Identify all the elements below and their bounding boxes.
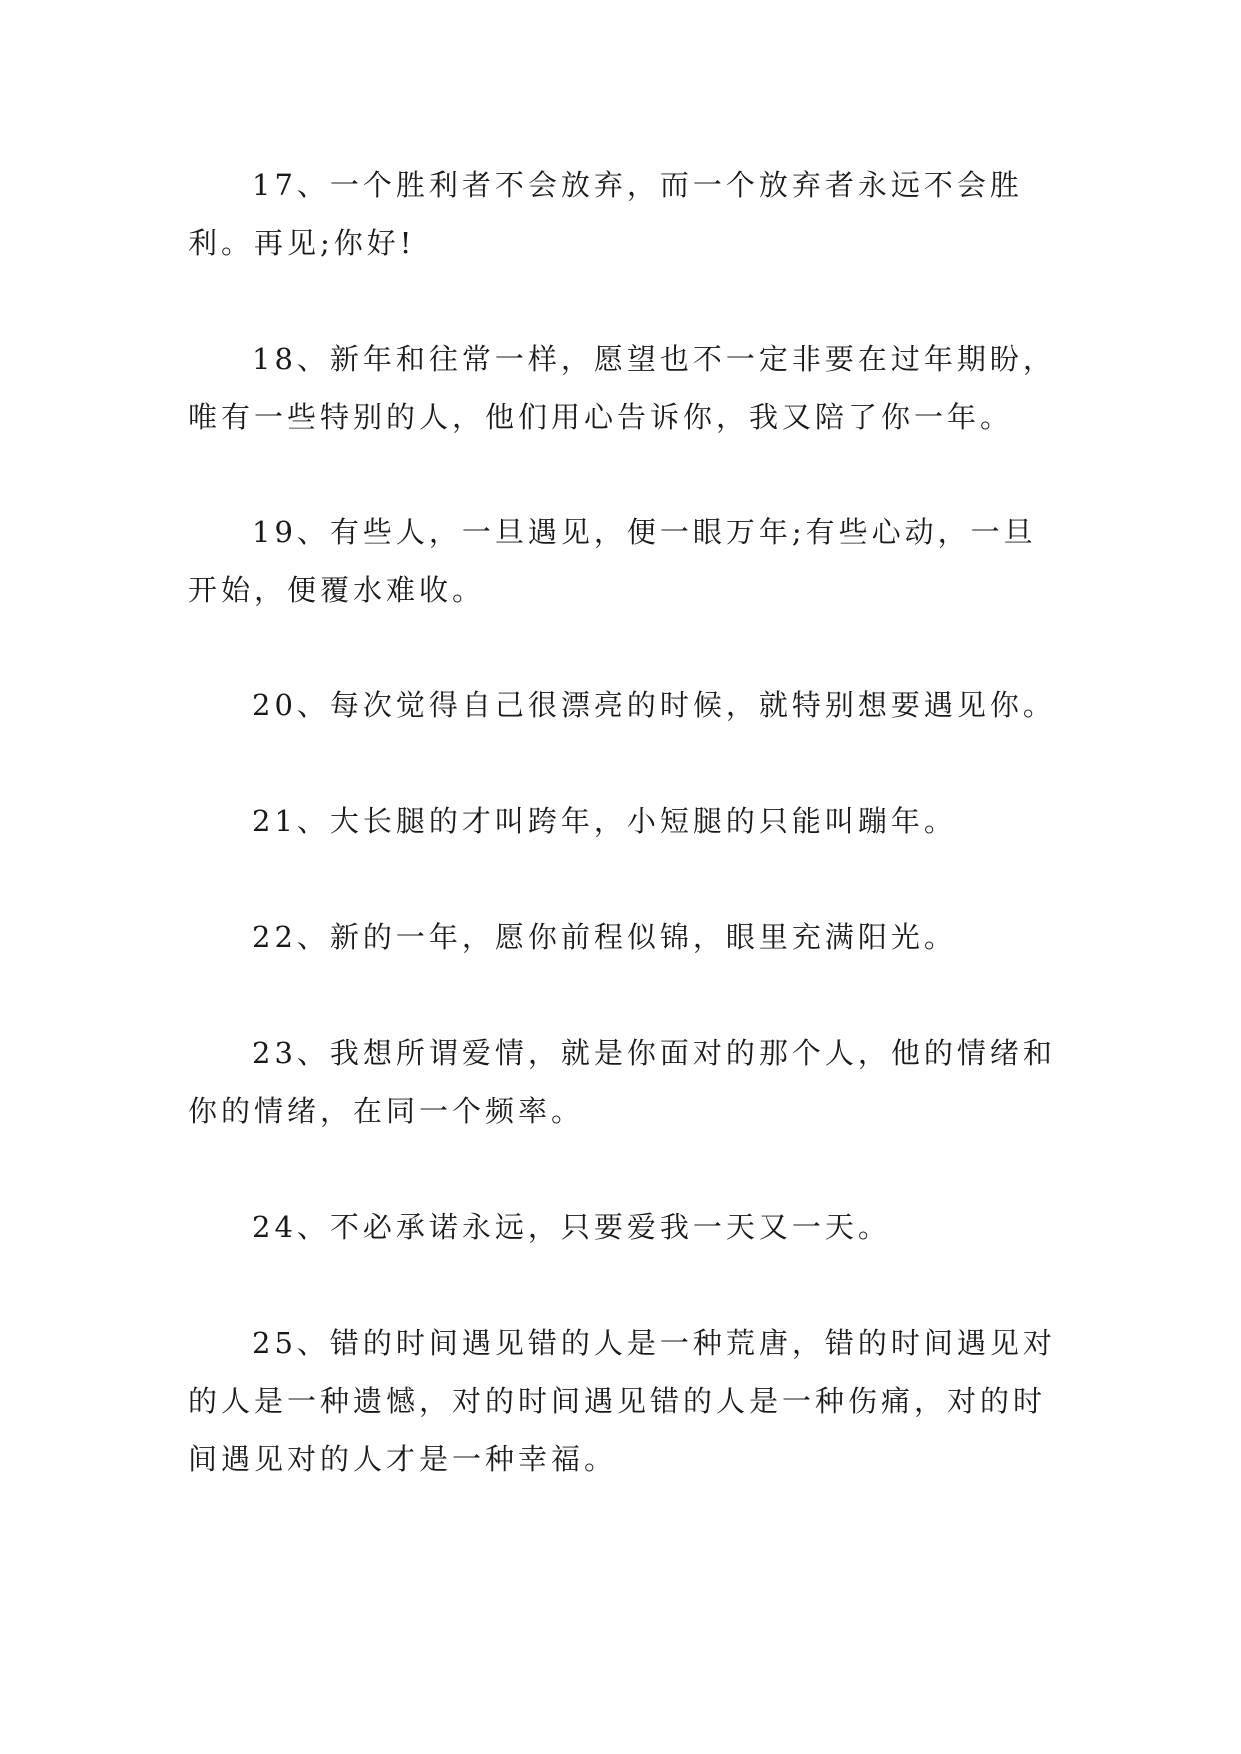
paragraph-19: 19、有些人，一旦遇见，便一眼万年;有些心动，一旦开始，便覆水难收。 [188,515,1037,607]
paragraph-20: 20、每次觉得自己很漂亮的时候，就特别想要遇见你。 [252,688,1056,722]
paragraph-23: 23、我想所谓爱情，就是你面对的那个人，他的情绪和你的情绪，在同一个频率。 [188,1036,1056,1128]
paragraph-24: 24、不必承诺永远，只要爱我一天又一天。 [252,1210,891,1244]
paragraph-17: 17、一个胜利者不会放弃，而一个放弃者永远不会胜利。再见;你好! [188,168,1023,260]
paragraph-21: 21、大长腿的才叫跨年，小短腿的只能叫蹦年。 [252,804,957,838]
paragraph-22: 22、新的一年，愿你前程似锦，眼里充满阳光。 [252,920,957,954]
paragraph-18: 18、新年和往常一样，愿望也不一定非要在过年期盼，唯有一些特别的人，他们用心告诉你，我又陪了你一年。 [188,342,1056,434]
paragraph-25: 25、错的时间遇见错的人是一种荒唐，错的时间遇见对的人是一种遗憾，对的时间遇见错的人是一种伤痛，对的时间遇见对的人才是一种幸福。 [188,1326,1056,1476]
